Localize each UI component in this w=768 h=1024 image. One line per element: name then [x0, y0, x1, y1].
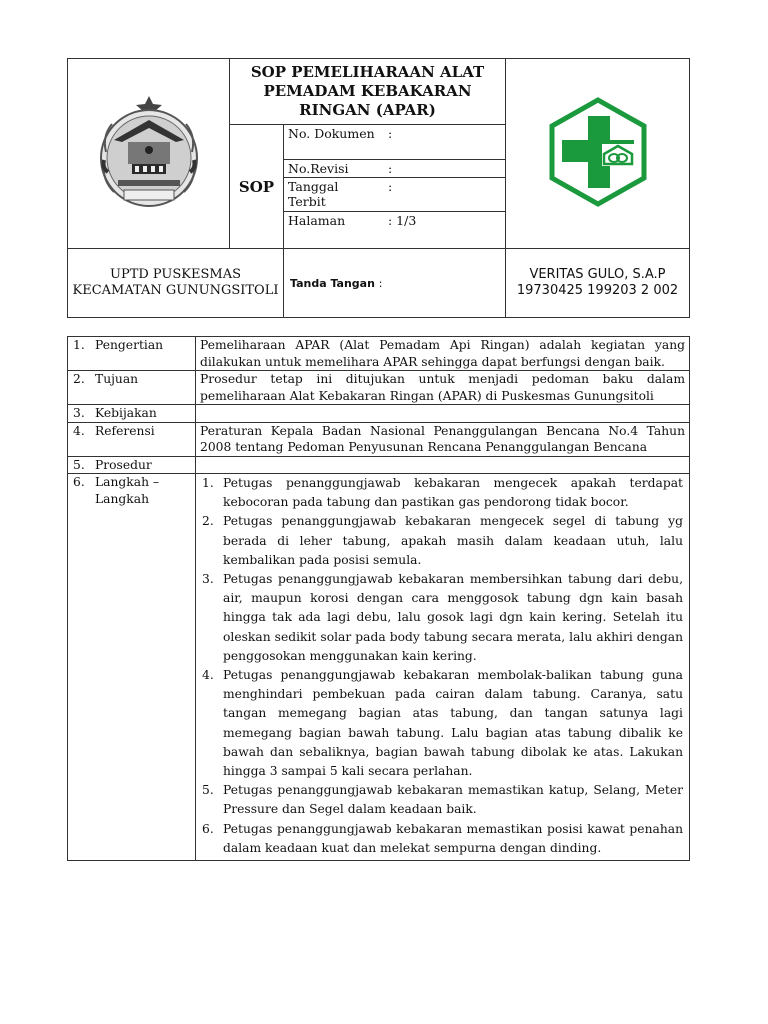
meta-key-issue-date: Tanggal Terbit	[284, 177, 384, 211]
sop-content-table	[67, 336, 690, 861]
list-item: 3. Petugas penanggungjawab kebakaran membersihkan tabung dari debu, air, maupun korosi dengan cara menggosok tabung dgn kain basah hingga tak ada lagi debu, lalu gosok lagi dgn kain kering. Setelah itu oleskan sedikit solar pada body tabung secara merata, lalu akhiri dengan penggosokan menggunakan kain kering.	[202, 572, 683, 663]
list-item: 5. Petugas penanggungjawab kebakaran memastikan katup, Selang, Meter Pressure dan Segel dalam keadaan baik.	[202, 783, 683, 817]
regency-emblem-cell	[68, 59, 230, 249]
meta-value-revision: :	[384, 159, 505, 177]
section-row-purpose	[68, 371, 690, 405]
steps-list	[200, 474, 685, 860]
steps-cell	[196, 474, 690, 861]
puskesmas-logo-icon	[546, 96, 650, 208]
section-label: 2. Tujuan	[68, 371, 196, 405]
list-item: 1. Petugas penanggungjawab kebakaran mengecek apakah terdapat kebocoran pada tabung dan pastikan gas pendorong tidak bocor.	[202, 476, 683, 510]
sop-label: SOP	[230, 125, 284, 249]
signature-label: Tanda Tangan	[290, 276, 375, 290]
puskesmas-logo-cell	[506, 59, 690, 249]
meta-key-page: Halaman	[288, 212, 346, 228]
section-row-definition	[68, 337, 690, 371]
sop-header-table	[67, 58, 690, 318]
section-text-purpose: Prosedur tetap ini ditujukan untuk menjadi pedoman baku dalam pemeliharaan Alat Kebakaran Ringan (APAR) di Puskesmas Gunungsitoli	[196, 371, 690, 405]
signature-field	[284, 249, 506, 318]
section-text-definition: Pemeliharaan APAR (Alat Pemadam Api Ringan) adalah kegiatan yang dilakukan untuk memelihara APAR sehingga dapat berfungsi dengan baik.	[196, 337, 690, 371]
section-row-procedure	[68, 456, 690, 474]
section-text-reference: Peraturan Kepala Badan Nasional Penanggulangan Bencana No.4 Tahun 2008 tentang Pedoman Penyusunan Rencana Penanggulangan Bencana	[196, 422, 690, 456]
section-row-steps	[68, 474, 690, 861]
head-of-office-cell	[506, 249, 690, 318]
head-of-office-name: VERITAS GULO, S.A.P	[529, 267, 666, 282]
meta-value-document-no: :	[384, 125, 505, 159]
organization-name: UPTD PUSKESMAS KECAMATAN GUNUNGSITOLI	[68, 249, 284, 318]
head-of-office-nip: 19730425 199203 2 002	[516, 283, 679, 298]
meta-key-document-no: No. Dokumen	[284, 125, 384, 159]
section-text-procedure	[196, 456, 690, 474]
list-item: 4. Petugas penanggungjawab kebakaran membolak-balikan tabung guna menghindari pembekuan pada cairan dalam tabung. Caranya, satu tangan memegang bagian atas tabung, dan tangan satunya lagi memegang bagian bawah tabung. Lalu bagian atas tabung dibalik ke bawah dan sebaliknya, bagian bawah tabung dibolak ke atas. Lakukan hingga 3 sampai 5 kali secara perlahan.	[202, 668, 683, 779]
meta-value-issue-date: :	[384, 177, 505, 211]
section-label: 4. Referensi	[68, 422, 196, 456]
section-label: 1. Pengertian	[68, 337, 196, 371]
meta-key-revision: No.Revisi	[284, 159, 384, 177]
regency-emblem-icon	[94, 92, 204, 212]
meta-value-page: : 1/3	[388, 212, 417, 228]
document-meta-cell	[284, 125, 506, 249]
signature-colon: :	[378, 276, 383, 290]
list-item: 6. Petugas penanggungjawab kebakaran memastikan posisi kawat penahan dalam keadaan kuat dan melekat sempurna dengan dinding.	[202, 821, 683, 855]
list-item: 2. Petugas penanggungjawab kebakaran mengecek segel di tabung yg berada di leher tabung, apakah masih dalam keadaan utuh, lalu kembalikan pada posisi semula.	[202, 514, 683, 567]
section-row-reference	[68, 422, 690, 456]
section-label: 6. Langkah – Langkah	[68, 474, 196, 861]
section-label: 5. Prosedur	[68, 456, 196, 474]
section-text-policy	[196, 405, 690, 423]
section-label: 3. Kebijakan	[68, 405, 196, 423]
document-title: SOP PEMELIHARAAN ALAT PEMADAM KEBAKARAN RINGAN (APAR)	[230, 59, 506, 125]
section-row-policy	[68, 405, 690, 423]
document-meta-table	[284, 125, 505, 248]
